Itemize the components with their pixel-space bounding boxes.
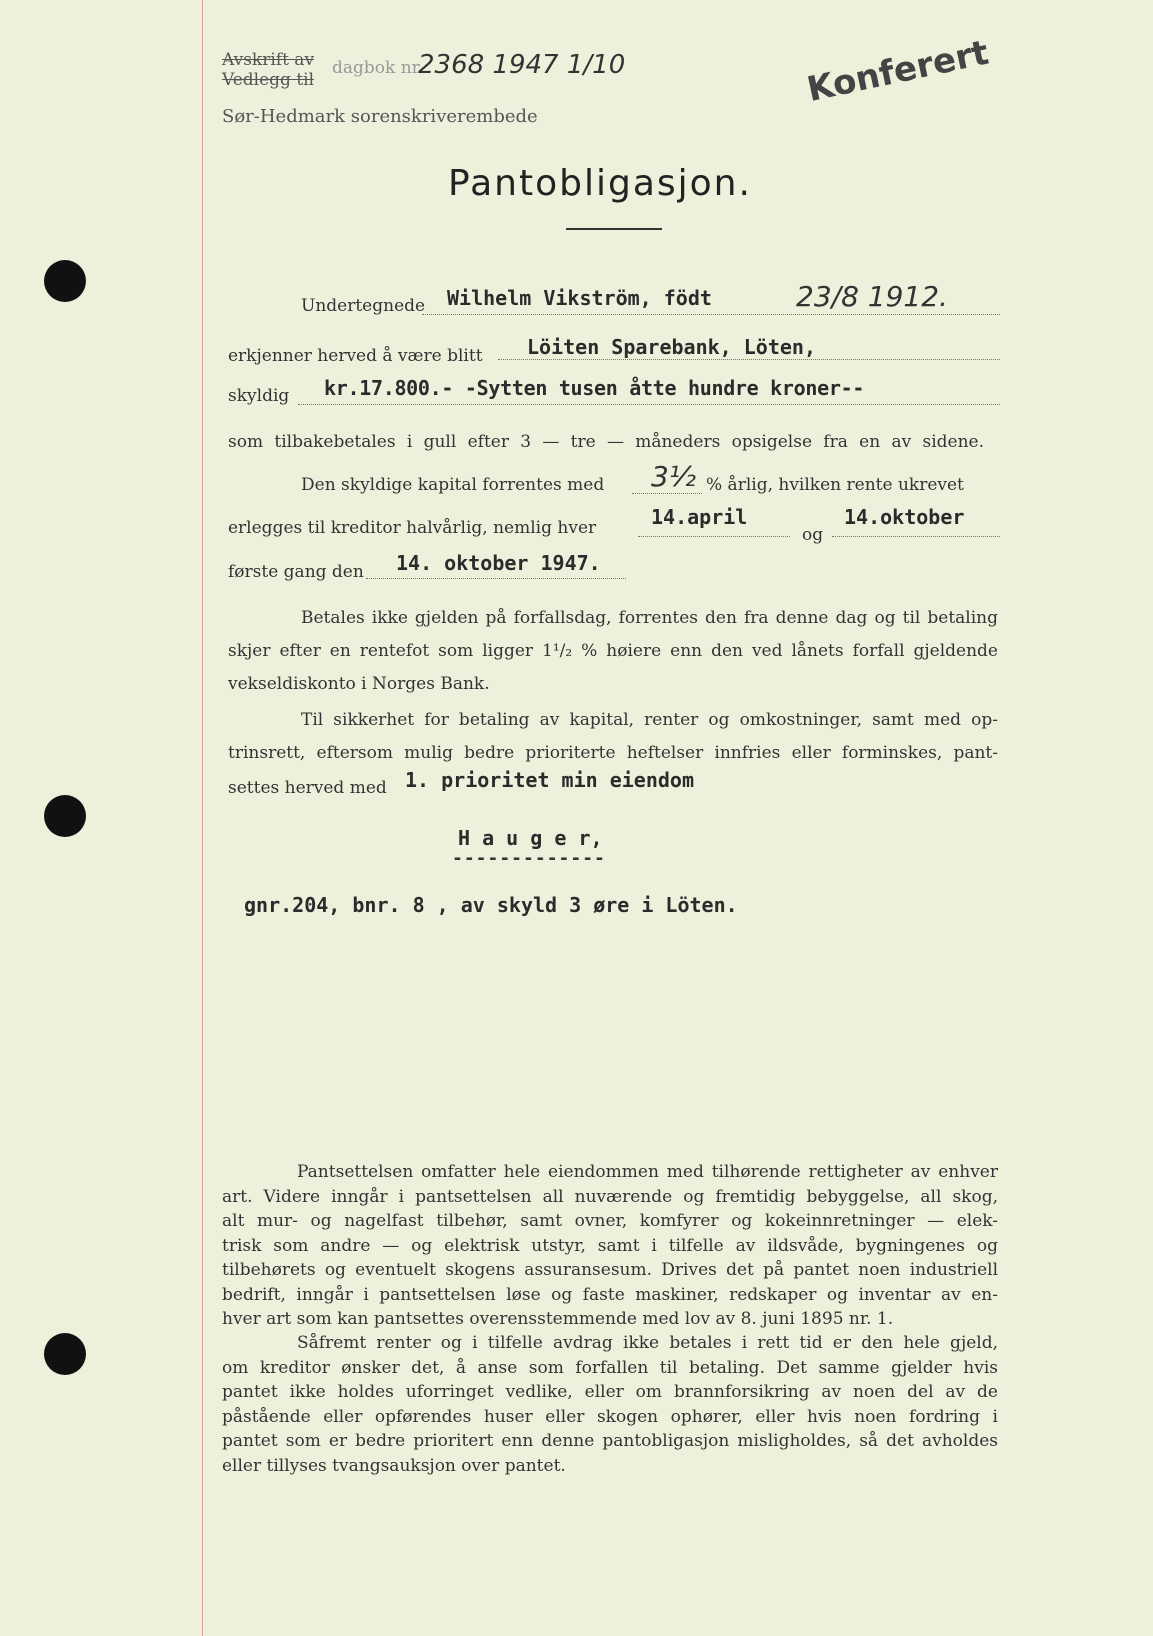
punch-hole — [44, 795, 86, 837]
late-payment-line: skjer efter en rentefot som ligger 1¹/₂ % høiere enn den ved lånets forfall gjeldende — [228, 641, 998, 661]
margin-line — [202, 0, 203, 1636]
security-line: trinsrett, eftersom mulig bedre prioriterte heftelser innfries eller forminskes, pant- — [228, 743, 998, 763]
undertegnede-label: Undertegnede — [301, 296, 426, 316]
payment-date-1: 14.april — [651, 505, 748, 529]
terms-paragraph-1 — [222, 1160, 998, 1332]
property-underline: ------------- — [452, 848, 606, 869]
undertegnede-fill-line — [422, 314, 1000, 315]
header-struck-line — [222, 70, 314, 90]
og-label: og — [802, 525, 824, 545]
date2-fill-line — [832, 536, 1000, 537]
late-payment-paragraph — [228, 602, 998, 701]
terms-line: Såfremt renter og i tilfelle avdrag ikke betales i rett tid er den hele gjeld, — [297, 1333, 998, 1353]
terms-line: Pantsettelsen omfatter hele eiendommen med tilhørende rettigheter av enhver — [297, 1162, 998, 1182]
debtor-name: Wilhelm Vikström, födt — [447, 286, 712, 310]
terms-line: trisk som andre — og elektrisk utstyr, samt i tilfelle av ildsvåde, bygningenes og — [222, 1235, 998, 1256]
pantsettes-label: settes herved med — [228, 778, 387, 798]
interest-label-a: Den skyldige kapital forrentes med — [301, 475, 605, 495]
creditor-name: Löiten Sparebank, Löten, — [527, 335, 816, 359]
terms-line: påstående eller opførendes huser eller skogen ophører, eller hvis noen fordring i — [222, 1406, 998, 1427]
terms-line: om kreditor ønsker det, å anse som forfallen til betaling. Det samme gjelder hvis — [222, 1357, 998, 1378]
terms-line: tilbehørets og eventuelt skogens assuransesum. Drives det på pantet noen industriell — [222, 1260, 998, 1280]
interest-label-b: % årlig, hvilken rente ukrevet — [706, 475, 964, 495]
loan-amount: kr.17.800.- -Sytten tusen åtte hundre kroner-- — [324, 376, 865, 400]
terms-line: pantet ikke holdes uforringet vedlike, eller om brannforsikring av noen del av de — [222, 1382, 998, 1402]
forste-gang-label: første gang den — [228, 562, 364, 582]
amount-fill-line — [298, 404, 1000, 405]
date1-fill-line — [638, 536, 790, 537]
repayment-terms: som tilbakebetales i gull efter 3 — tre — måneders opsigelse fra en av sidene. — [228, 432, 984, 452]
skyldig-label: skyldig — [228, 386, 290, 406]
punch-hole — [44, 260, 86, 302]
header-line-1 — [222, 50, 314, 70]
header-struck-text-b: Vedlegg til — [222, 70, 315, 90]
header-dagbok-label: dagbok nr. — [332, 58, 424, 78]
terms-paragraph-2 — [222, 1331, 998, 1478]
first-payment-date: 14. oktober 1947. — [396, 551, 601, 575]
late-payment-line: Betales ikke gjelden på forfallsdag, forrentes den fra denne dag og til betaling — [301, 608, 998, 628]
punch-hole — [44, 1333, 86, 1375]
terms-line: pantet som er bedre prioritert enn denne pantobligasjon misligholdes, så det avholdes — [222, 1431, 998, 1451]
payment-date-2: 14.oktober — [844, 505, 965, 529]
konferert-stamp: Konferert — [803, 32, 992, 110]
title-underline — [566, 228, 662, 230]
creditor-fill-line — [498, 359, 1000, 360]
priority-text: 1. prioritet min eiendom — [405, 768, 694, 792]
first-date-fill-line — [366, 578, 626, 579]
security-paragraph — [228, 704, 998, 770]
terms-line: hver art som kan pantsettes overensstemmende med lov av 8. juni 1895 nr. 1. — [222, 1309, 894, 1329]
debtor-birth-date: 23/8 1912. — [796, 280, 948, 313]
terms-line: bedrift, inngår i pantsettelsen løse og faste maskiner, redskaper og inventar av en- — [222, 1284, 998, 1305]
interest-rate: 3½ — [651, 460, 696, 493]
header-dagbok-number: 2368 1947 1/10 — [418, 50, 626, 80]
header-struck-text-a: Avskrift av — [222, 50, 315, 70]
property-details: gnr.204, bnr. 8 , av skyld 3 øre i Löten. — [244, 893, 738, 917]
erkjenner-label: erkjenner herved å være blitt — [228, 346, 483, 366]
header-office-name: Sør-Hedmark sorenskriverembede — [222, 106, 538, 127]
terms-line: eller tillyses tvangsauksjon over pantet. — [222, 1455, 566, 1476]
terms-line: alt mur- og nagelfast tilbehør, samt ovner, komfyrer og kokeinnretninger — elek- — [222, 1211, 998, 1231]
security-line: Til sikkerhet for betaling av kapital, renter og omkostninger, samt med op- — [301, 710, 998, 730]
terms-line: art. Videre inngår i pantsettelsen all nuværende og fremtidig bebyggelse, all skog, — [222, 1186, 998, 1207]
late-payment-line: vekseldiskonto i Norges Bank. — [228, 674, 490, 694]
interest-fill-line — [632, 493, 702, 494]
document-title: Pantobligasjon. — [448, 163, 752, 204]
erlegges-label: erlegges til kreditor halvårlig, nemlig hver — [228, 518, 597, 538]
property-name: H a u g e r, — [458, 826, 603, 850]
